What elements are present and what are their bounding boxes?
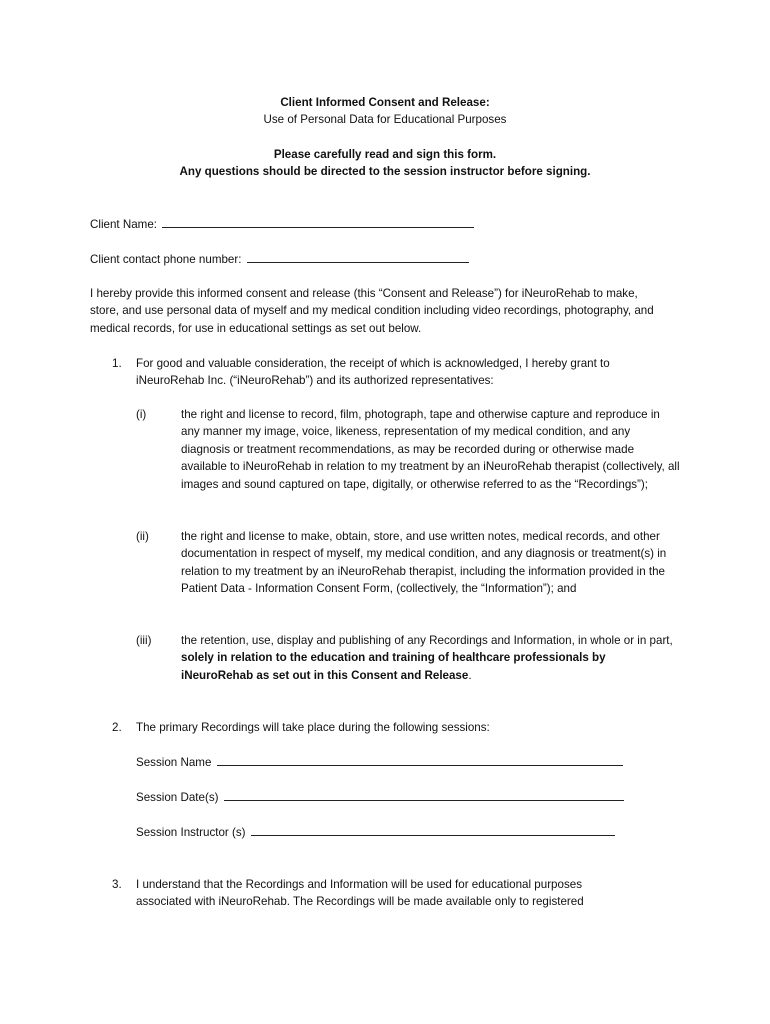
item-3-number: 3.	[112, 878, 122, 891]
form-subtitle: Use of Personal Data for Educational Purposes	[263, 113, 507, 126]
item-3-line-2: associated with iNeuroRehab. The Recordings will be made available only to registered	[136, 895, 584, 908]
session-instructor-input-line[interactable]	[251, 824, 615, 836]
item-1-iii-bold: solely in relation to the education and training of healthcare professionals by iNeuroRehab as set out in this Consent and Release	[181, 651, 606, 682]
item-3-line-1: I understand that the Recordings and Information will be used for educational purposes	[136, 878, 582, 891]
item-1-i-label: (i)	[136, 408, 147, 421]
client-name-input-line[interactable]	[162, 216, 474, 228]
item-1-text: For good and valuable consideration, the receipt of which is acknowledged, I hereby grant to iNeuroRehab Inc. (“iNeuroRehab”) and its authorized representatives:	[136, 357, 610, 388]
item-1-iii-label: (iii)	[136, 634, 152, 647]
session-instructor-label: Session Instructor (s)	[136, 826, 246, 839]
session-name-input-line[interactable]	[217, 754, 623, 766]
session-dates-field	[136, 789, 624, 806]
item-1-ii-text: the right and license to make, obtain, store, and use written notes, medical records, and other documentation in respect of myself, my medical condition, and any diagnosis or treatment(s) in relation to my treatment by an iNeuroRehab therapist, including the information provided in the Patient Data - Information Consent Form, (collectively, the “Information”); and	[181, 530, 667, 596]
session-dates-input-line[interactable]	[224, 789, 624, 801]
item-1-number: 1.	[112, 357, 122, 370]
instruction-line-1: Please carefully read and sign this form.	[273, 148, 497, 161]
item-1-iii-end: .	[468, 668, 472, 682]
item-2-number: 2.	[112, 721, 122, 734]
item-2-text: The primary Recordings will take place during the following sessions:	[136, 721, 490, 734]
client-phone-field	[90, 251, 469, 268]
item-1-iii-plain: the retention, use, display and publishing of any Recordings and Information, in whole or in part,	[181, 634, 673, 647]
session-dates-label: Session Date(s)	[136, 791, 219, 804]
session-instructor-field	[136, 824, 615, 841]
client-phone-label: Client contact phone number:	[90, 253, 242, 266]
client-name-label: Client Name:	[90, 218, 158, 231]
item-1-ii-label: (ii)	[136, 530, 149, 543]
form-title: Client Informed Consent and Release:	[280, 96, 490, 109]
session-name-field	[136, 754, 623, 771]
instruction-line-2: Any questions should be directed to the session instructor before signing.	[179, 165, 591, 178]
item-1-i-text: the right and license to record, film, photograph, tape and otherwise capture and reproduce in any manner my image, voice, likeness, representation of my medical condition, and any diagnosis or treatment recommendations, as may be recorded during or otherwise made available to iNeuroRehab in relation to my treatment by an iNeuroRehab therapist (collectively, all images and sound captured on tape, digitally, or otherwise referred to as the “Recordings”);	[181, 408, 680, 491]
intro-paragraph: I hereby provide this informed consent and release (this “Consent and Release”) for iNeuroRehab to make, store, and use personal data of myself and my medical condition including video recordings, photography, and medical records, for use in educational settings as set out below.	[90, 287, 654, 335]
client-phone-input-line[interactable]	[247, 251, 469, 263]
item-1-iii-text	[181, 632, 673, 684]
session-name-label: Session Name	[136, 756, 212, 769]
client-name-field	[90, 216, 474, 233]
